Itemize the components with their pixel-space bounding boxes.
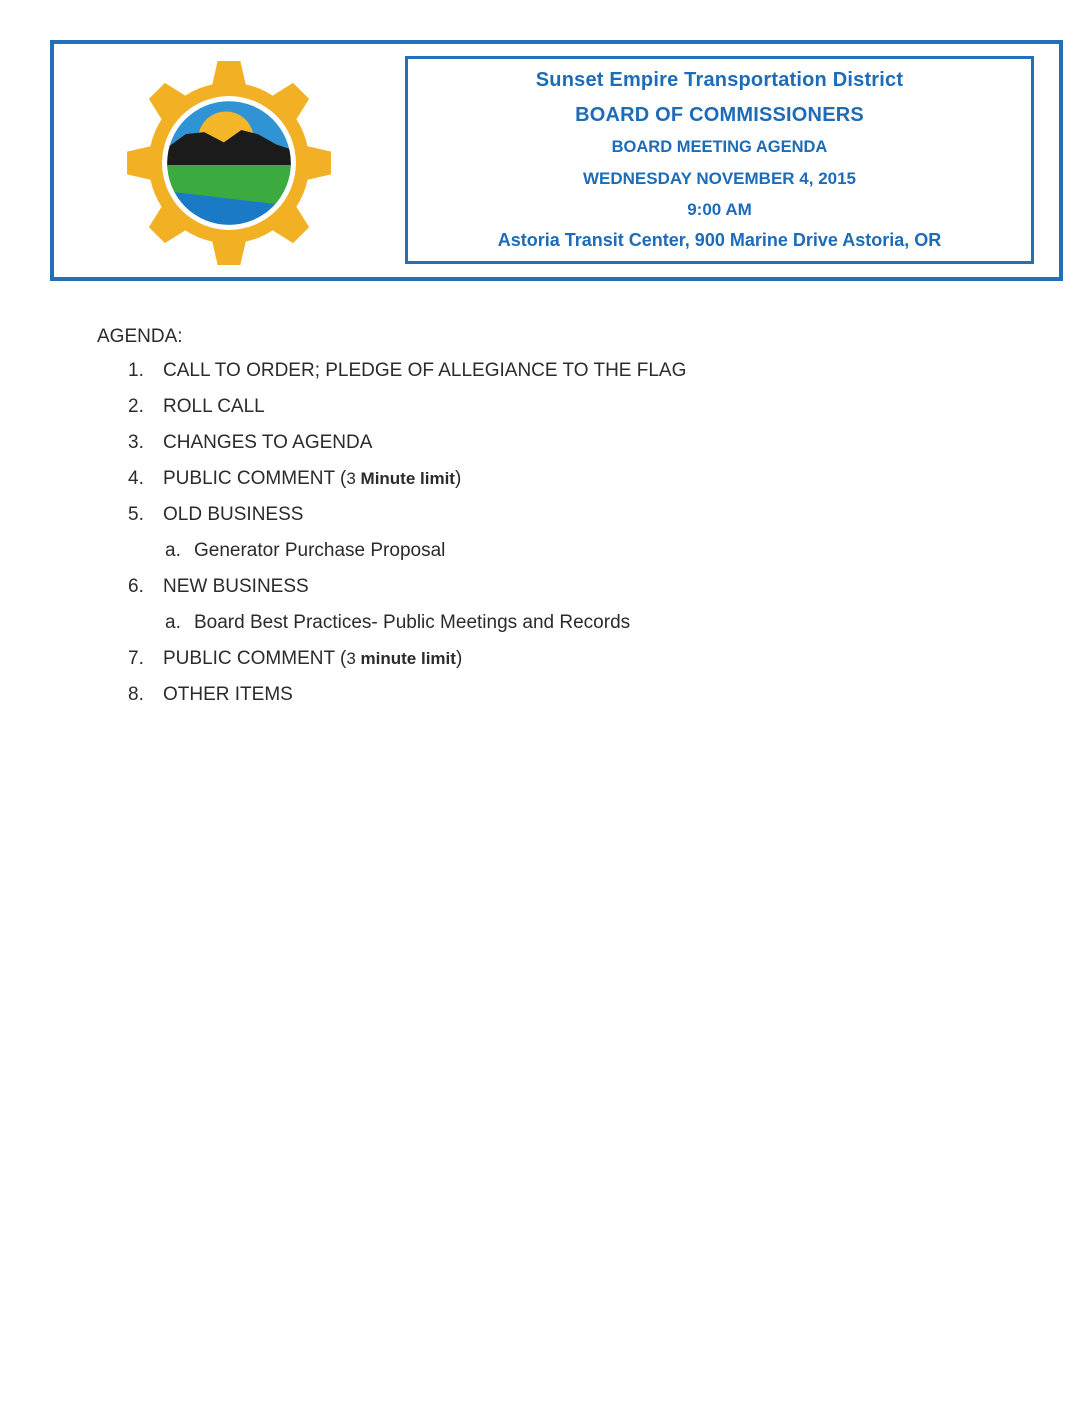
org-name: Sunset Empire Transportation District xyxy=(535,69,904,91)
agenda-item-7 xyxy=(128,648,686,684)
item-text: Board Best Practices- Public Meetings and Records xyxy=(194,612,631,633)
agenda-item-6a xyxy=(165,612,686,648)
item-number: 7. xyxy=(128,648,144,669)
board-title: BOARD OF COMMISSIONERS xyxy=(575,104,864,126)
gear-sunset-logo-icon xyxy=(126,60,332,266)
item-text xyxy=(163,648,462,670)
item-number: 4. xyxy=(128,468,144,489)
meeting-date: WEDNESDAY NOVEMBER 4, 2015 xyxy=(582,169,857,188)
item-text: ROLL CALL xyxy=(163,396,265,417)
document-type: BOARD MEETING AGENDA xyxy=(611,138,828,156)
item-note-bold: minute limit xyxy=(360,649,456,668)
agenda-item-4 xyxy=(128,468,686,504)
item-text: OTHER ITEMS xyxy=(163,684,293,705)
item-number: 2. xyxy=(128,396,144,417)
item-letter: a. xyxy=(165,540,181,561)
agenda-item-1 xyxy=(128,360,686,396)
agenda-item-6 xyxy=(128,576,686,612)
item-note-bold: Minute limit xyxy=(360,469,455,488)
item-number: 6. xyxy=(128,576,144,597)
agenda-list xyxy=(128,360,686,720)
item-number: 3. xyxy=(128,432,144,453)
item-note: 3 xyxy=(346,469,361,488)
item-text: CALL TO ORDER; PLEDGE OF ALLEGIANCE TO THE FLAG xyxy=(163,360,687,381)
agenda-item-5a xyxy=(165,540,686,576)
item-text-prefix: PUBLIC COMMENT ( xyxy=(163,648,347,669)
agenda-item-3 xyxy=(128,432,686,468)
item-text: CHANGES TO AGENDA xyxy=(163,432,373,453)
header-banner xyxy=(50,40,1063,281)
item-number: 1. xyxy=(128,360,144,381)
meeting-time: 9:00 AM xyxy=(687,200,752,219)
item-text-suffix: ) xyxy=(454,468,462,489)
item-text-prefix: PUBLIC COMMENT ( xyxy=(163,468,347,489)
item-number: 8. xyxy=(128,684,144,705)
agenda-item-8 xyxy=(128,684,686,720)
item-text-suffix: ) xyxy=(455,648,463,669)
item-text: OLD BUSINESS xyxy=(163,504,304,525)
agenda-item-5 xyxy=(128,504,686,540)
item-text: NEW BUSINESS xyxy=(163,576,309,597)
item-text: Generator Purchase Proposal xyxy=(194,540,446,561)
agenda-item-2 xyxy=(128,396,686,432)
item-note: 3 xyxy=(346,649,361,668)
district-logo xyxy=(126,60,332,266)
meeting-location: Astoria Transit Center, 900 Marine Drive Astoria, OR xyxy=(497,230,942,250)
item-letter: a. xyxy=(165,612,181,633)
header-title-box xyxy=(405,56,1034,264)
item-number: 5. xyxy=(128,504,144,525)
agenda-heading: AGENDA: xyxy=(97,326,183,347)
item-text xyxy=(163,468,461,490)
